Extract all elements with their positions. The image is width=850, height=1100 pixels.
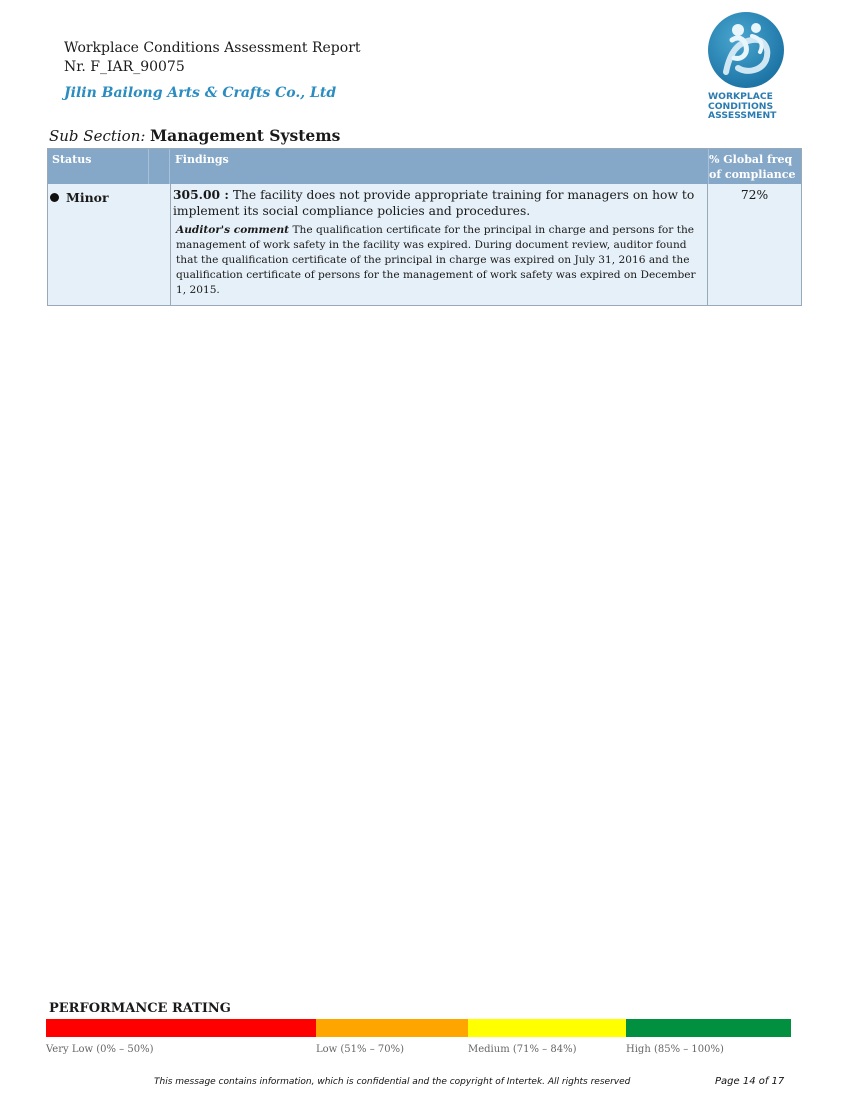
report-number: Nr. F_IAR_90075 (64, 59, 185, 75)
performance-title: PERFORMANCE RATING (49, 1001, 231, 1016)
global-freq-value: 72% (740, 188, 769, 202)
header-spacer (148, 149, 170, 184)
findings-table (47, 148, 802, 306)
subsection-label: Sub Section: (49, 127, 146, 145)
table-row (48, 184, 801, 305)
status-value: Minor (66, 190, 109, 205)
auditor-comment-text: The qualification certificate for the principal in charge and persons for the management of work safety in the facility was expired. During document review, auditor found that the qualification certificate of the principal in charge was expired on July 31, 2016 and the qualification certificate of persons for the management of work safety was expired on December 1, 2015. (176, 224, 696, 296)
report-title: Workplace Conditions Assessment Report (64, 40, 361, 56)
page-number: Page 14 of 17 (715, 1076, 785, 1087)
rating-band-very-low (46, 1019, 316, 1037)
header-global-freq: % Global freq of compliance (708, 149, 801, 184)
finding-description: The facility does not provide appropriate training for managers on how to implement its social compliance policies and procedures. (173, 188, 695, 218)
header-status: Status (52, 153, 92, 166)
status-cell (50, 190, 109, 205)
logo-line-3: ASSESSMENT (708, 110, 777, 122)
header-findings: Findings (175, 153, 229, 166)
auditor-comment-label: Auditor's comment (176, 224, 290, 236)
rating-band-medium (468, 1019, 626, 1037)
table-header (48, 149, 801, 184)
rating-band-low (316, 1019, 468, 1037)
bullet-icon (50, 193, 59, 202)
finding-text (173, 187, 703, 219)
column-divider (170, 184, 171, 305)
company-name: Jilin Bailong Arts & Crafts Co., Ltd (64, 85, 337, 101)
rating-label-high: High (85% – 100%) (626, 1044, 724, 1055)
auditor-comment (176, 223, 704, 298)
logo-line-2: CONDITIONS (708, 100, 774, 112)
confidentiality-notice: This message contains information, which is confidential and the copyright of Intertek. All rights reserved (154, 1077, 631, 1087)
wca-figures-icon (708, 12, 784, 88)
rating-band-high (626, 1019, 791, 1037)
subsection-title: Management Systems (150, 126, 341, 145)
column-divider (707, 184, 708, 305)
logo-line-1: WORKPLACE (708, 91, 773, 102)
finding-code: 305.00 : (173, 187, 229, 202)
rating-label-low: Low (51% – 70%) (316, 1044, 405, 1055)
rating-label-medium: Medium (71% – 84%) (468, 1044, 577, 1055)
rating-label-very-low: Very Low (0% – 50%) (46, 1044, 154, 1055)
